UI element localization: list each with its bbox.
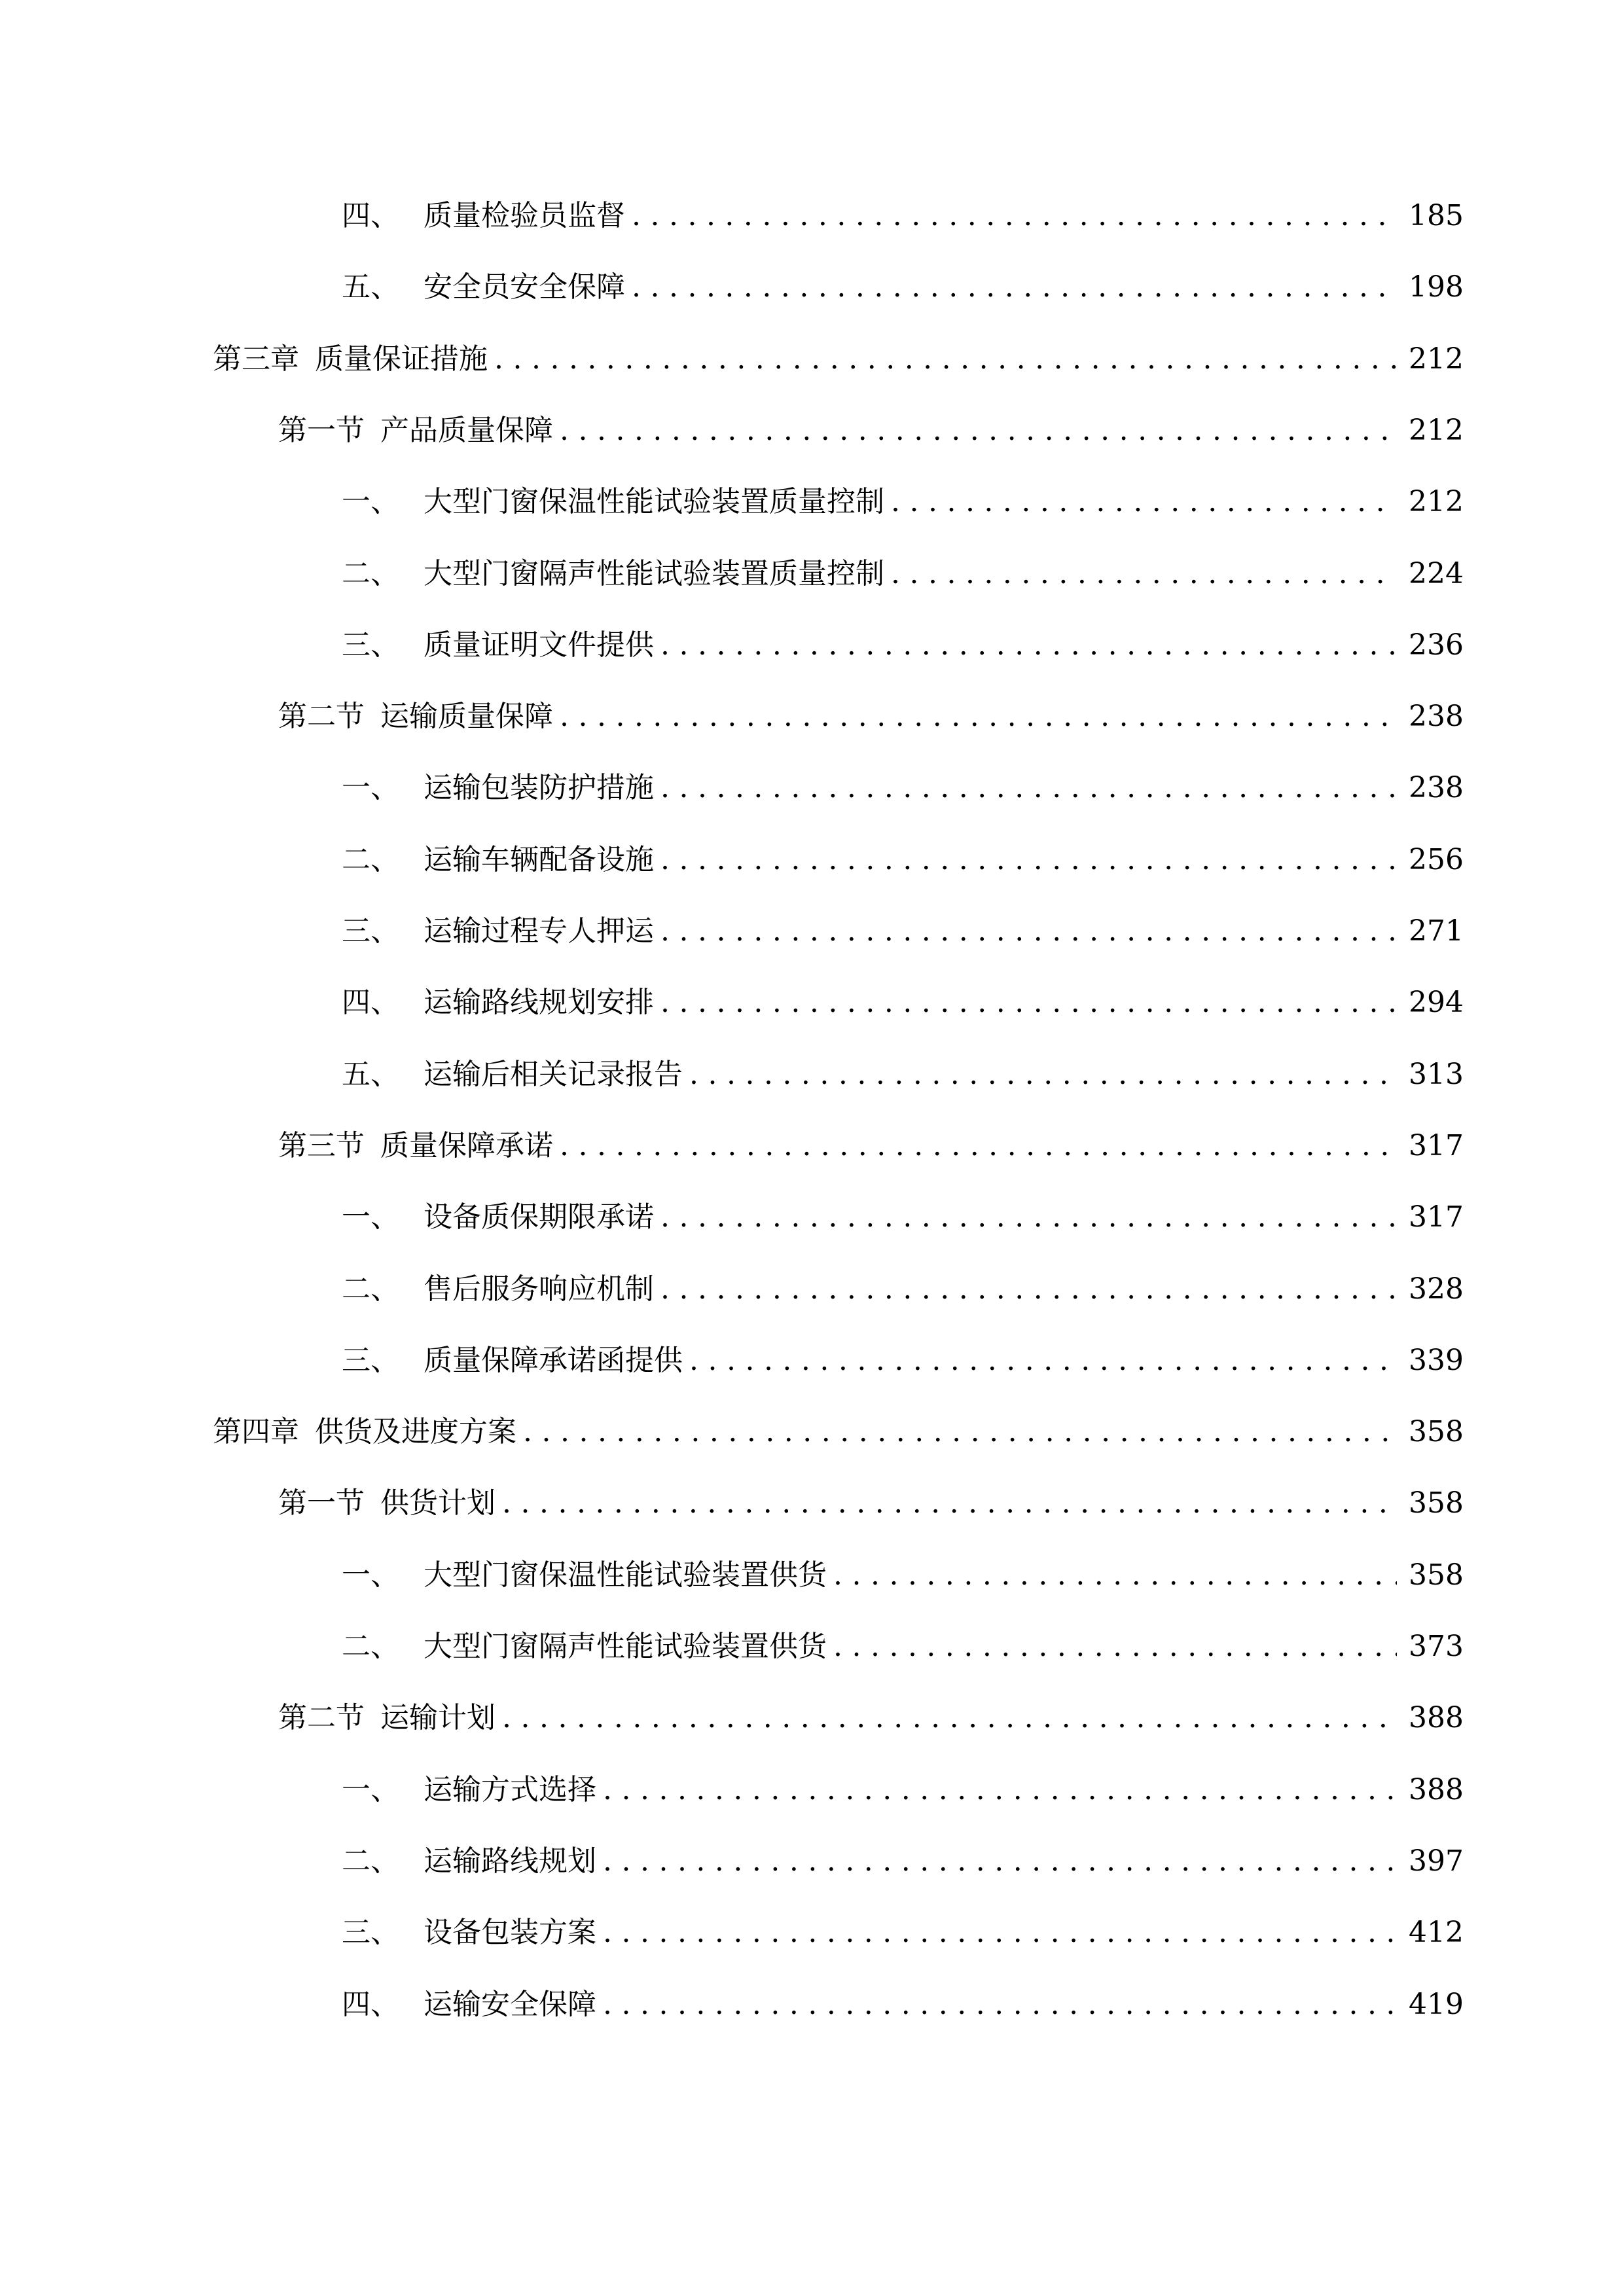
toc-entry-marker: 一、 [342,1558,399,1592]
toc-entry-marker: 三、 [342,628,399,662]
toc-entry-title: 售后服务响应机制 [424,1272,654,1306]
toc-entry-title: 运输路线规划安排 [424,986,654,1020]
toc-entry-item[interactable] [0,1621,1624,1673]
toc-entry-title: 质量检验员监督 [424,199,625,232]
toc-dot-leader [502,1692,1397,1744]
toc-dot-leader [502,1477,1397,1530]
toc-entry-page-number: 358 [1409,1415,1464,1449]
toc-dot-leader [660,762,1397,814]
toc-dot-leader [632,261,1397,314]
toc-entry-item[interactable] [0,834,1624,886]
toc-entry-item[interactable] [0,905,1624,958]
toc-entry-title: 安全员安全保障 [424,270,625,304]
toc-entry-title: 供货及进度方案 [315,1415,516,1449]
toc-entry-item[interactable] [0,1263,1624,1316]
toc-entry-marker: 五、 [342,270,399,304]
toc-dot-leader [891,548,1397,600]
toc-entry-page-number: 419 [1409,1987,1464,2021]
toc-entry-marker: 二、 [342,556,399,590]
toc-entry-item[interactable] [0,1835,1624,1888]
toc-dot-leader [660,905,1397,958]
toc-dot-leader [833,1549,1397,1602]
toc-entry-title: 设备质保期限承诺 [424,1200,654,1234]
toc-dot-leader [603,1764,1397,1816]
toc-entry-chapter[interactable] [0,333,1624,386]
toc-entry-marker: 二、 [342,1844,399,1878]
toc-dot-leader [560,404,1397,457]
toc-dot-leader [560,1120,1397,1172]
toc-dot-leader [689,1049,1397,1101]
toc-entry-page-number: 388 [1409,1701,1464,1735]
toc-dot-leader [660,1263,1397,1316]
toc-entry-page-number: 212 [1409,342,1464,376]
toc-entry-title: 运输计划 [380,1701,496,1735]
toc-entry-item[interactable] [0,1979,1624,2031]
toc-entry-marker: 三、 [342,914,399,948]
toc-entry-marker: 一、 [342,485,399,519]
toc-entry-section[interactable] [0,1692,1624,1744]
toc-entry-title: 运输质量保障 [380,700,553,734]
toc-entry-page-number: 294 [1409,986,1464,1020]
toc-entry-title: 大型门窗保温性能试验装置质量控制 [424,485,884,519]
toc-entry-marker: 四、 [342,1987,399,2021]
toc-entry-page-number: 256 [1409,842,1464,876]
toc-entry-title: 运输路线规划 [424,1844,596,1878]
toc-entry-marker: 四、 [342,199,399,232]
toc-entry-marker: 三、 [342,1343,399,1377]
toc-dot-leader [891,476,1397,528]
toc-entry-title: 供货计划 [380,1486,496,1520]
toc-dot-leader [560,691,1397,743]
toc-entry-marker: 五、 [342,1057,399,1091]
toc-entry-marker: 一、 [342,1200,399,1234]
toc-entry-page-number: 224 [1409,556,1464,590]
toc-entry-item[interactable] [0,619,1624,672]
toc-entry-page-number: 373 [1409,1630,1464,1663]
toc-entry-marker: 四、 [342,986,399,1020]
toc-entry-chapter[interactable] [0,1406,1624,1458]
toc-dot-leader [603,1835,1397,1888]
toc-entry-marker: 第三节 [278,1128,365,1162]
toc-entry-item[interactable] [0,977,1624,1029]
toc-entry-title: 运输包装防护措施 [424,771,654,805]
toc-entry-marker: 一、 [342,1772,399,1806]
toc-dot-leader [660,619,1397,672]
toc-entry-marker: 二、 [342,1630,399,1663]
toc-entry-item[interactable] [0,1335,1624,1387]
toc-entry-page-number: 313 [1409,1057,1464,1091]
toc-entry-page-number: 236 [1409,628,1464,662]
toc-entry-item[interactable] [0,476,1624,528]
toc-entry-page-number: 238 [1409,771,1464,805]
toc-entry-title: 运输过程专人押运 [424,914,654,948]
toc-dot-leader [660,834,1397,886]
toc-entry-title: 设备包装方案 [424,1916,596,1950]
toc-entry-section[interactable] [0,404,1624,457]
toc-dot-leader [494,333,1397,386]
toc-entry-marker: 第一节 [278,1486,365,1520]
toc-dot-leader [660,977,1397,1029]
toc-entry-title: 质量证明文件提供 [424,628,654,662]
toc-entry-page-number: 212 [1409,413,1464,447]
toc-entry-page-number: 238 [1409,700,1464,734]
toc-entry-title: 大型门窗保温性能试验装置供货 [424,1558,827,1592]
toc-entry-marker: 二、 [342,1272,399,1306]
toc-entry-title: 运输后相关记录报告 [424,1057,683,1091]
toc-dot-leader [689,1335,1397,1387]
toc-entry-page-number: 317 [1409,1128,1464,1162]
toc-entry-marker: 第三章 [213,342,299,376]
toc-entry-title: 质量保证措施 [315,342,488,376]
toc-entry-marker: 第一节 [278,413,365,447]
toc-entry-marker: 三、 [342,1916,399,1950]
toc-entry-title: 大型门窗隔声性能试验装置质量控制 [424,556,884,590]
toc-entry-item[interactable] [0,190,1624,242]
toc-dot-leader [603,1907,1397,1959]
toc-entry-title: 大型门窗隔声性能试验装置供货 [424,1630,827,1663]
toc-entry-page-number: 412 [1409,1916,1464,1950]
toc-entry-page-number: 198 [1409,270,1464,304]
toc-entry-marker: 第二节 [278,1701,365,1735]
toc-entry-item[interactable] [0,1549,1624,1602]
toc-dot-leader [632,190,1397,242]
toc-entry-title: 质量保障承诺 [380,1128,553,1162]
toc-entry-page-number: 339 [1409,1343,1464,1377]
toc-entry-page-number: 388 [1409,1772,1464,1806]
toc-entry-item[interactable] [0,762,1624,814]
toc-entry-item[interactable] [0,548,1624,600]
toc-dot-leader [603,1979,1397,2031]
toc-entry-page-number: 212 [1409,485,1464,519]
toc-entry-item[interactable] [0,1191,1624,1244]
toc-entry-page-number: 317 [1409,1200,1464,1234]
toc-entry-section[interactable] [0,1477,1624,1530]
toc-dot-leader [833,1621,1397,1673]
toc-dot-leader [660,1191,1397,1244]
toc-entry-section[interactable] [0,691,1624,743]
toc-entry-item[interactable] [0,1049,1624,1101]
toc-entry-title: 运输方式选择 [424,1772,596,1806]
toc-entry-page-number: 397 [1409,1844,1464,1878]
toc-entry-title: 产品质量保障 [380,413,553,447]
toc-entry-page-number: 358 [1409,1558,1464,1592]
toc-entry-page-number: 185 [1409,199,1464,232]
toc-entry-item[interactable] [0,261,1624,314]
toc-entry-marker: 第四章 [213,1415,299,1449]
toc-entry-page-number: 328 [1409,1272,1464,1306]
toc-dot-leader [523,1406,1397,1458]
toc-entry-item[interactable] [0,1764,1624,1816]
toc-entry-title: 运输安全保障 [424,1987,596,2021]
toc-entry-marker: 一、 [342,771,399,805]
toc-entry-page-number: 271 [1409,914,1464,948]
toc-entry-title: 质量保障承诺函提供 [424,1343,683,1377]
toc-entry-marker: 二、 [342,842,399,876]
toc-entry-section[interactable] [0,1120,1624,1172]
toc-entry-item[interactable] [0,1907,1624,1959]
toc-entry-title: 运输车辆配备设施 [424,842,654,876]
toc-entry-marker: 第二节 [278,700,365,734]
toc-entry-page-number: 358 [1409,1486,1464,1520]
